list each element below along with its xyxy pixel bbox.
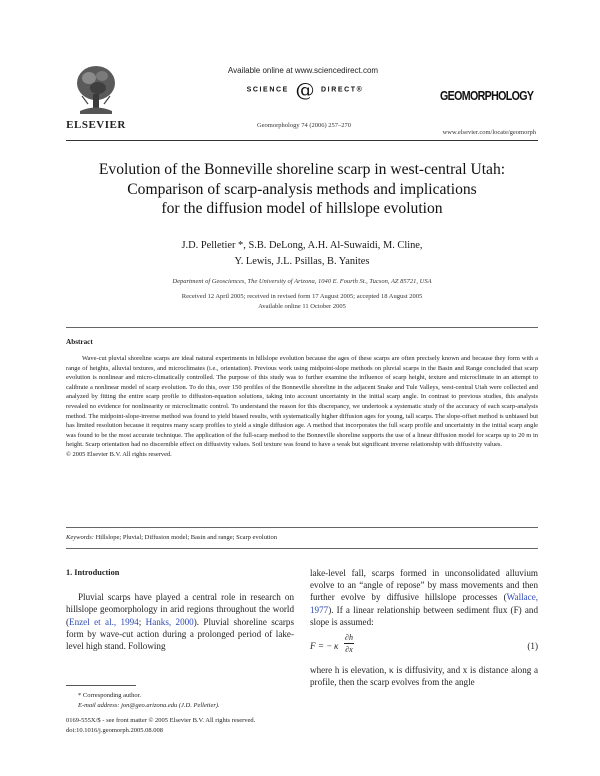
body-top-divider (66, 548, 538, 549)
title-line: for the diffusion model of hillslope evolution (161, 200, 443, 217)
abstract-body (66, 354, 538, 460)
abstract-copyright: © 2005 Elsevier B.V. All rights reserved. (66, 450, 172, 458)
received-dates: Received 12 April 2005; received in revised form 17 August 2005; accepted 18 August 2005 (181, 293, 423, 300)
sciencedirect-logo (210, 81, 400, 101)
keywords-divider (66, 527, 538, 528)
author-list (100, 238, 504, 269)
equation-number: (1) (527, 641, 538, 652)
citation-link-enzel[interactable]: Enzel et al., 1994 (69, 616, 139, 627)
equation-1 (310, 632, 538, 660)
article-dates (80, 292, 524, 312)
intro-paragraph (66, 591, 294, 652)
section-heading-introduction: 1. Introduction (66, 568, 120, 577)
doi-line[interactable]: doi:10.1016/j.geomorph.2005.08.008 (66, 726, 163, 734)
citation-link-wallace[interactable]: Wallace, 1977 (310, 592, 538, 615)
authors-line: J.D. Pelletier *, S.B. DeLong, A.H. Al-Suwaidi, M. Cline, (181, 240, 423, 251)
journal-citation: Geomorphology 74 (2006) 257–270 (256, 122, 352, 129)
footnote-divider (66, 685, 136, 686)
available-online-text[interactable]: Available online at www.sciencedirect.com (227, 66, 379, 75)
continued-text-start: lake-level fall, scarps formed in unconsolidated alluvium evolve to an “angle of repose” by mass movements and then further evolve by diffusive hillslope processes ( (310, 568, 538, 603)
body-right-column (310, 567, 538, 688)
elsevier-logo (66, 64, 126, 136)
footnote (66, 691, 306, 711)
intro-text-end: ). Pluvial shoreline scarps form by wave-cut action during a prolonged period of lake-level high stand. Following (66, 616, 294, 652)
authors-line: Y. Lewis, J.L. Psillas, B. Yanites (234, 255, 370, 267)
after-equation-paragraph: where h is elevation, κ is diffusivity, and x is distance along a profile, then the scarp evolves from the angle (310, 665, 538, 688)
article-title (70, 160, 534, 219)
equation-numerator: ∂h (345, 633, 353, 643)
body-left-column (66, 567, 294, 652)
sciencedirect-at-icon: @ (295, 79, 315, 101)
keywords (66, 534, 538, 541)
sciencedirect-left: SCIENCE (246, 86, 289, 94)
keywords-label: Keywords: (66, 534, 94, 541)
header-divider (66, 140, 538, 141)
issn-line: 0169-555X/$ - see front matter © 2005 Elsevier B.V. All rights reserved. (66, 717, 256, 724)
keywords-list: Hillslope; Pluvial; Diffusion model; Basin and range; Scarp evolution (95, 534, 278, 541)
title-line: Comparison of scarp-analysis methods and implications (127, 180, 477, 198)
equation-kappa: κ (334, 641, 339, 652)
continued-text-end: ). If a linear relationship between sediment flux (F) and slope is assumed: (310, 604, 538, 627)
equation-fraction (344, 632, 354, 655)
citation-link-hanks[interactable]: Hanks, 2000 (145, 616, 194, 627)
sciencedirect-right: DIRECT® (321, 86, 364, 94)
affiliation: Department of Geosciences, The University of Arizona, 1040 E. Fourth St., Tucson, AZ 85721, USA (172, 278, 432, 285)
corresponding-author-note: * Corresponding author. (78, 692, 142, 699)
equation-lhs: F = − (310, 641, 333, 652)
publisher-name: ELSEVIER (66, 119, 126, 131)
equation-denominator: ∂x (345, 645, 353, 655)
email-note[interactable]: E-mail address: jon@geo.arizona.edu (J.D. Pelletier). (78, 701, 220, 709)
abstract-text: Wave-cut pluvial shoreline scarps are ideal natural experiments in hillslope evolution because the ages of these scarps are often precisely known and because they form with a range of heights, alluvial textures, and microclimates (i.e., orientation). Previous work using midpoint-slope methods on pluvial scarps in the Basin and Range concluded that scarp evolution is nonlinear and micro-climatically controlled. The purpose of this study was to further examine the influence of scarp height, texture and microclimate in an attempt to calibrate a nonlinear model of scarp evolution. To do this, over 150 profiles of the Bonneville shoreline in the adjacent Snake and Tule Valleys, west-central Utah were collected and analyzed by fitting the entire scarp profile to diffusion-equation solutions, taking into account uncertainty in the initial scarp angle. In contrast to previous studies, this analysis revealed no evidence for nonlinearity or microclimatic control. To understand the reason for this discrepancy, we undertook a systematic study of the accuracy of each scarp-analysis method. The midpoint-slope-inverse method was found to yield biased results, with systematically higher diffusion ages for young, tall scarps. The slope-offset method is unbiased but has limited resolution because it requires many scarp profiles to yield a single diffusion age. A method that incorporates the full scarp profile and uncertainty in the initial scarp angle was found to be the most accurate technique. The application of the full-scarp method to the Bonneville shoreline supports the use of a linear diffusion model for scarps up to 20 m in height. Scarp orientation had no discernible effect on diffusivity values. Soil texture was found to have a weak but significant inverse relationship with diffusivity values. (66, 355, 538, 449)
journal-url-link[interactable]: www.elsevier.com/locate/geomorph (442, 129, 536, 136)
elsevier-tree-icon (74, 64, 118, 116)
page-footer (66, 716, 326, 736)
title-line: Evolution of the Bonneville shoreline scarp in west-central Utah: (98, 161, 506, 178)
abstract-heading: Abstract (66, 338, 93, 346)
intro-text-start: Pluvial scarps have played a central role in research on hillslope geomorphology in arid regions throughout the world ( (66, 592, 294, 627)
abstract-top-divider (66, 327, 538, 328)
online-date: Available online 11 October 2005 (258, 303, 346, 310)
citation-separator: ; (138, 616, 146, 627)
journal-logo: GEOMORPHOLOGY (440, 88, 534, 103)
continued-paragraph (310, 567, 538, 628)
